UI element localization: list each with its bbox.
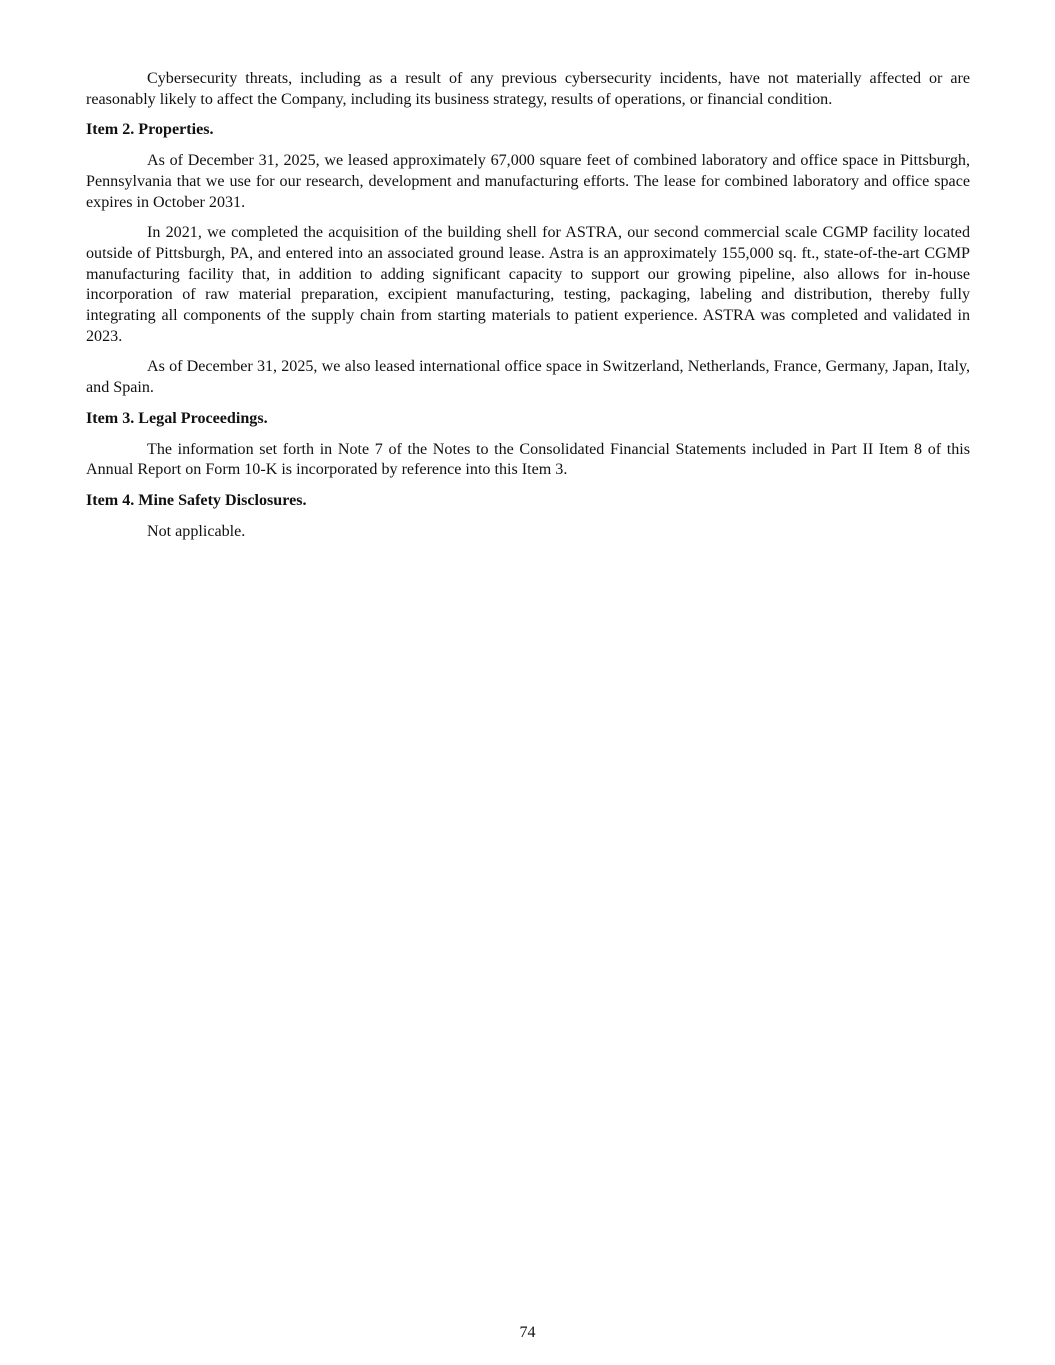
legal-proceedings-paragraph: The information set forth in Note 7 of the Notes to the Consolidated Financial Statements included in Part II Item 8 of this Annual Report on Form 10-K is incorporated by reference into this Item 3.	[86, 440, 970, 479]
page-number: 74	[519, 1324, 536, 1341]
item-2-heading: Item 2. Properties.	[86, 121, 214, 139]
mine-safety-paragraph: Not applicable.	[147, 522, 246, 540]
document-body	[86, 69, 970, 552]
properties-paragraph-3: As of December 31, 2025, we also leased international office space in Switzerland, Netherlands, France, Germany, Japan, Italy, and Spain.	[86, 358, 970, 397]
properties-paragraph-1: As of December 31, 2025, we leased approximately 67,000 square feet of combined laboratory and office space in Pittsburgh, Pennsylvania that we use for our research, development and manufacturing efforts. The lease for combined laboratory and office space expires in October 2031.	[86, 152, 970, 211]
cybersecurity-paragraph: Cybersecurity threats, including as a result of any previous cybersecurity incidents, have not materially affected or are reasonably likely to affect the Company, including its business strategy, results of operations, or financial condition.	[86, 70, 970, 108]
properties-paragraph-2: In 2021, we completed the acquisition of the building shell for ASTRA, our second commercial scale CGMP facility located outside of Pittsburgh, PA, and entered into an associated ground lease. Astra is an approximately 155,000 sq. ft., state-of-the-art CGMP manufacturing facility that, in addition to adding significant capacity to support our growing pipeline, also allows for in-house incorporation of raw material preparation, excipient manufacturing, testing, packaging, labeling and distribution, thereby fully integrating all components of the supply chain from starting materials to patient experience. ASTRA was completed and validated in 2023.	[86, 224, 970, 345]
item-4-heading: Item 4. Mine Safety Disclosures.	[86, 491, 307, 509]
item-3-heading: Item 3. Legal Proceedings.	[86, 409, 268, 427]
